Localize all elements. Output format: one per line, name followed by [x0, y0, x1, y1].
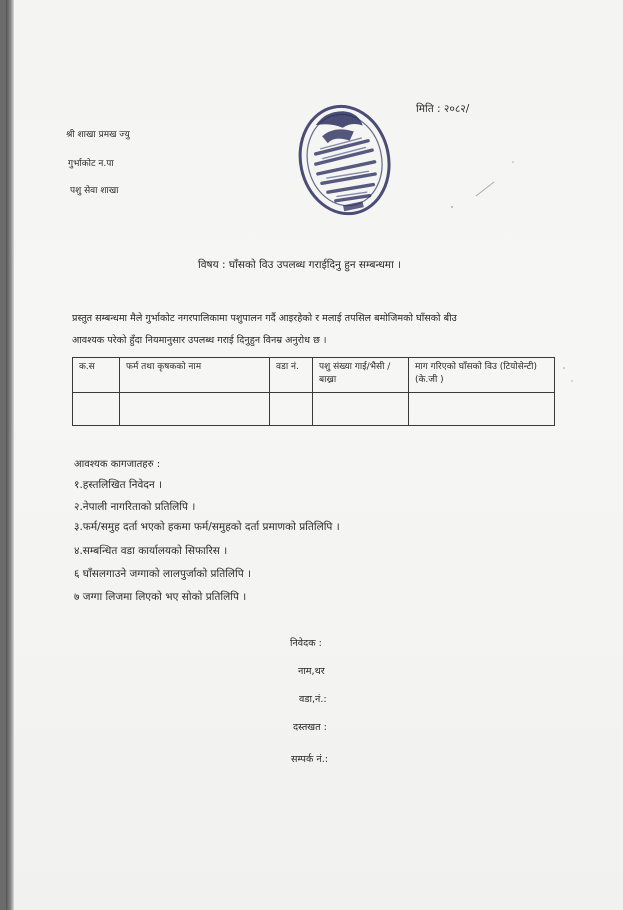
table-header-seed-request: माग गरिएको घाँसको विउ (टियोसेन्टी) (के.जी ): [409, 358, 555, 393]
documents-heading: आवश्यक कागजातहरु :: [74, 459, 161, 470]
document-item: ६ घाँसलगाउने जग्गाको लालपुर्जाको प्रतिलिपि ।: [74, 568, 252, 580]
table-header-name: फर्म तथा कृषकको नाम: [120, 358, 270, 393]
body-line-2: आवश्यक परेको हुँदा नियमानुसार उपलब्ध गराई दिनुहुन विनम्र अनुरोध छ ।: [72, 335, 327, 346]
letter-page: [6, 0, 623, 910]
document-item: १.हस्तलिखित निवेदन ।: [74, 479, 163, 491]
ward-label: वडा,नं.:: [299, 694, 327, 705]
document-item: ४.सम्बन्धित वडा कार्यालयको सिफारिस ।: [74, 545, 228, 557]
document-item: ७ जग्गा लिजमा लिएको भए सोको प्रतिलिपि ।: [74, 591, 247, 603]
document-item: ३.फर्म/समुह दर्ता भएको हकमा फर्म/समुहको दर्ता प्रमाणको प्रतिलिपि ।: [74, 521, 340, 533]
signature-label: दस्तखत :: [293, 722, 327, 733]
table-header-sn: क.स: [73, 358, 120, 393]
scan-noise: [6, 0, 623, 910]
name-label: नाम,थर: [298, 666, 325, 677]
recipient-line-2: गुर्भाकोट न.पा: [68, 159, 114, 169]
table-header-livestock: पशु संख्या गाई/भैसी /बाख्रा: [313, 358, 409, 393]
date-line: मिति : २०८२/: [416, 103, 470, 115]
document-item: २.नेपाली नागरिताको प्रतिलिपि ।: [74, 501, 196, 513]
table-header-ward: वडा नं.: [270, 358, 313, 393]
recipient-line-1: श्री शाखा प्रमख ज्यु: [66, 130, 130, 140]
contact-label: सम्पर्क नं.:: [291, 754, 329, 765]
recipient-line-3: पशु सेवा शाखा: [70, 186, 119, 196]
applicant-label: निवेदक :: [290, 638, 322, 649]
subject-line: विषय : घाँसको विउ उपलब्ध गराईदिनु हुन सम्बन्धमा ।: [198, 259, 402, 271]
body-line-1: प्रस्तुत सम्बन्धमा मैले गुर्भाकोट नगरपालिकामा पशुपालन गर्दै आइरहेको र मलाई तपसिल बमोजिमको घाँसको बीउ: [72, 313, 457, 324]
